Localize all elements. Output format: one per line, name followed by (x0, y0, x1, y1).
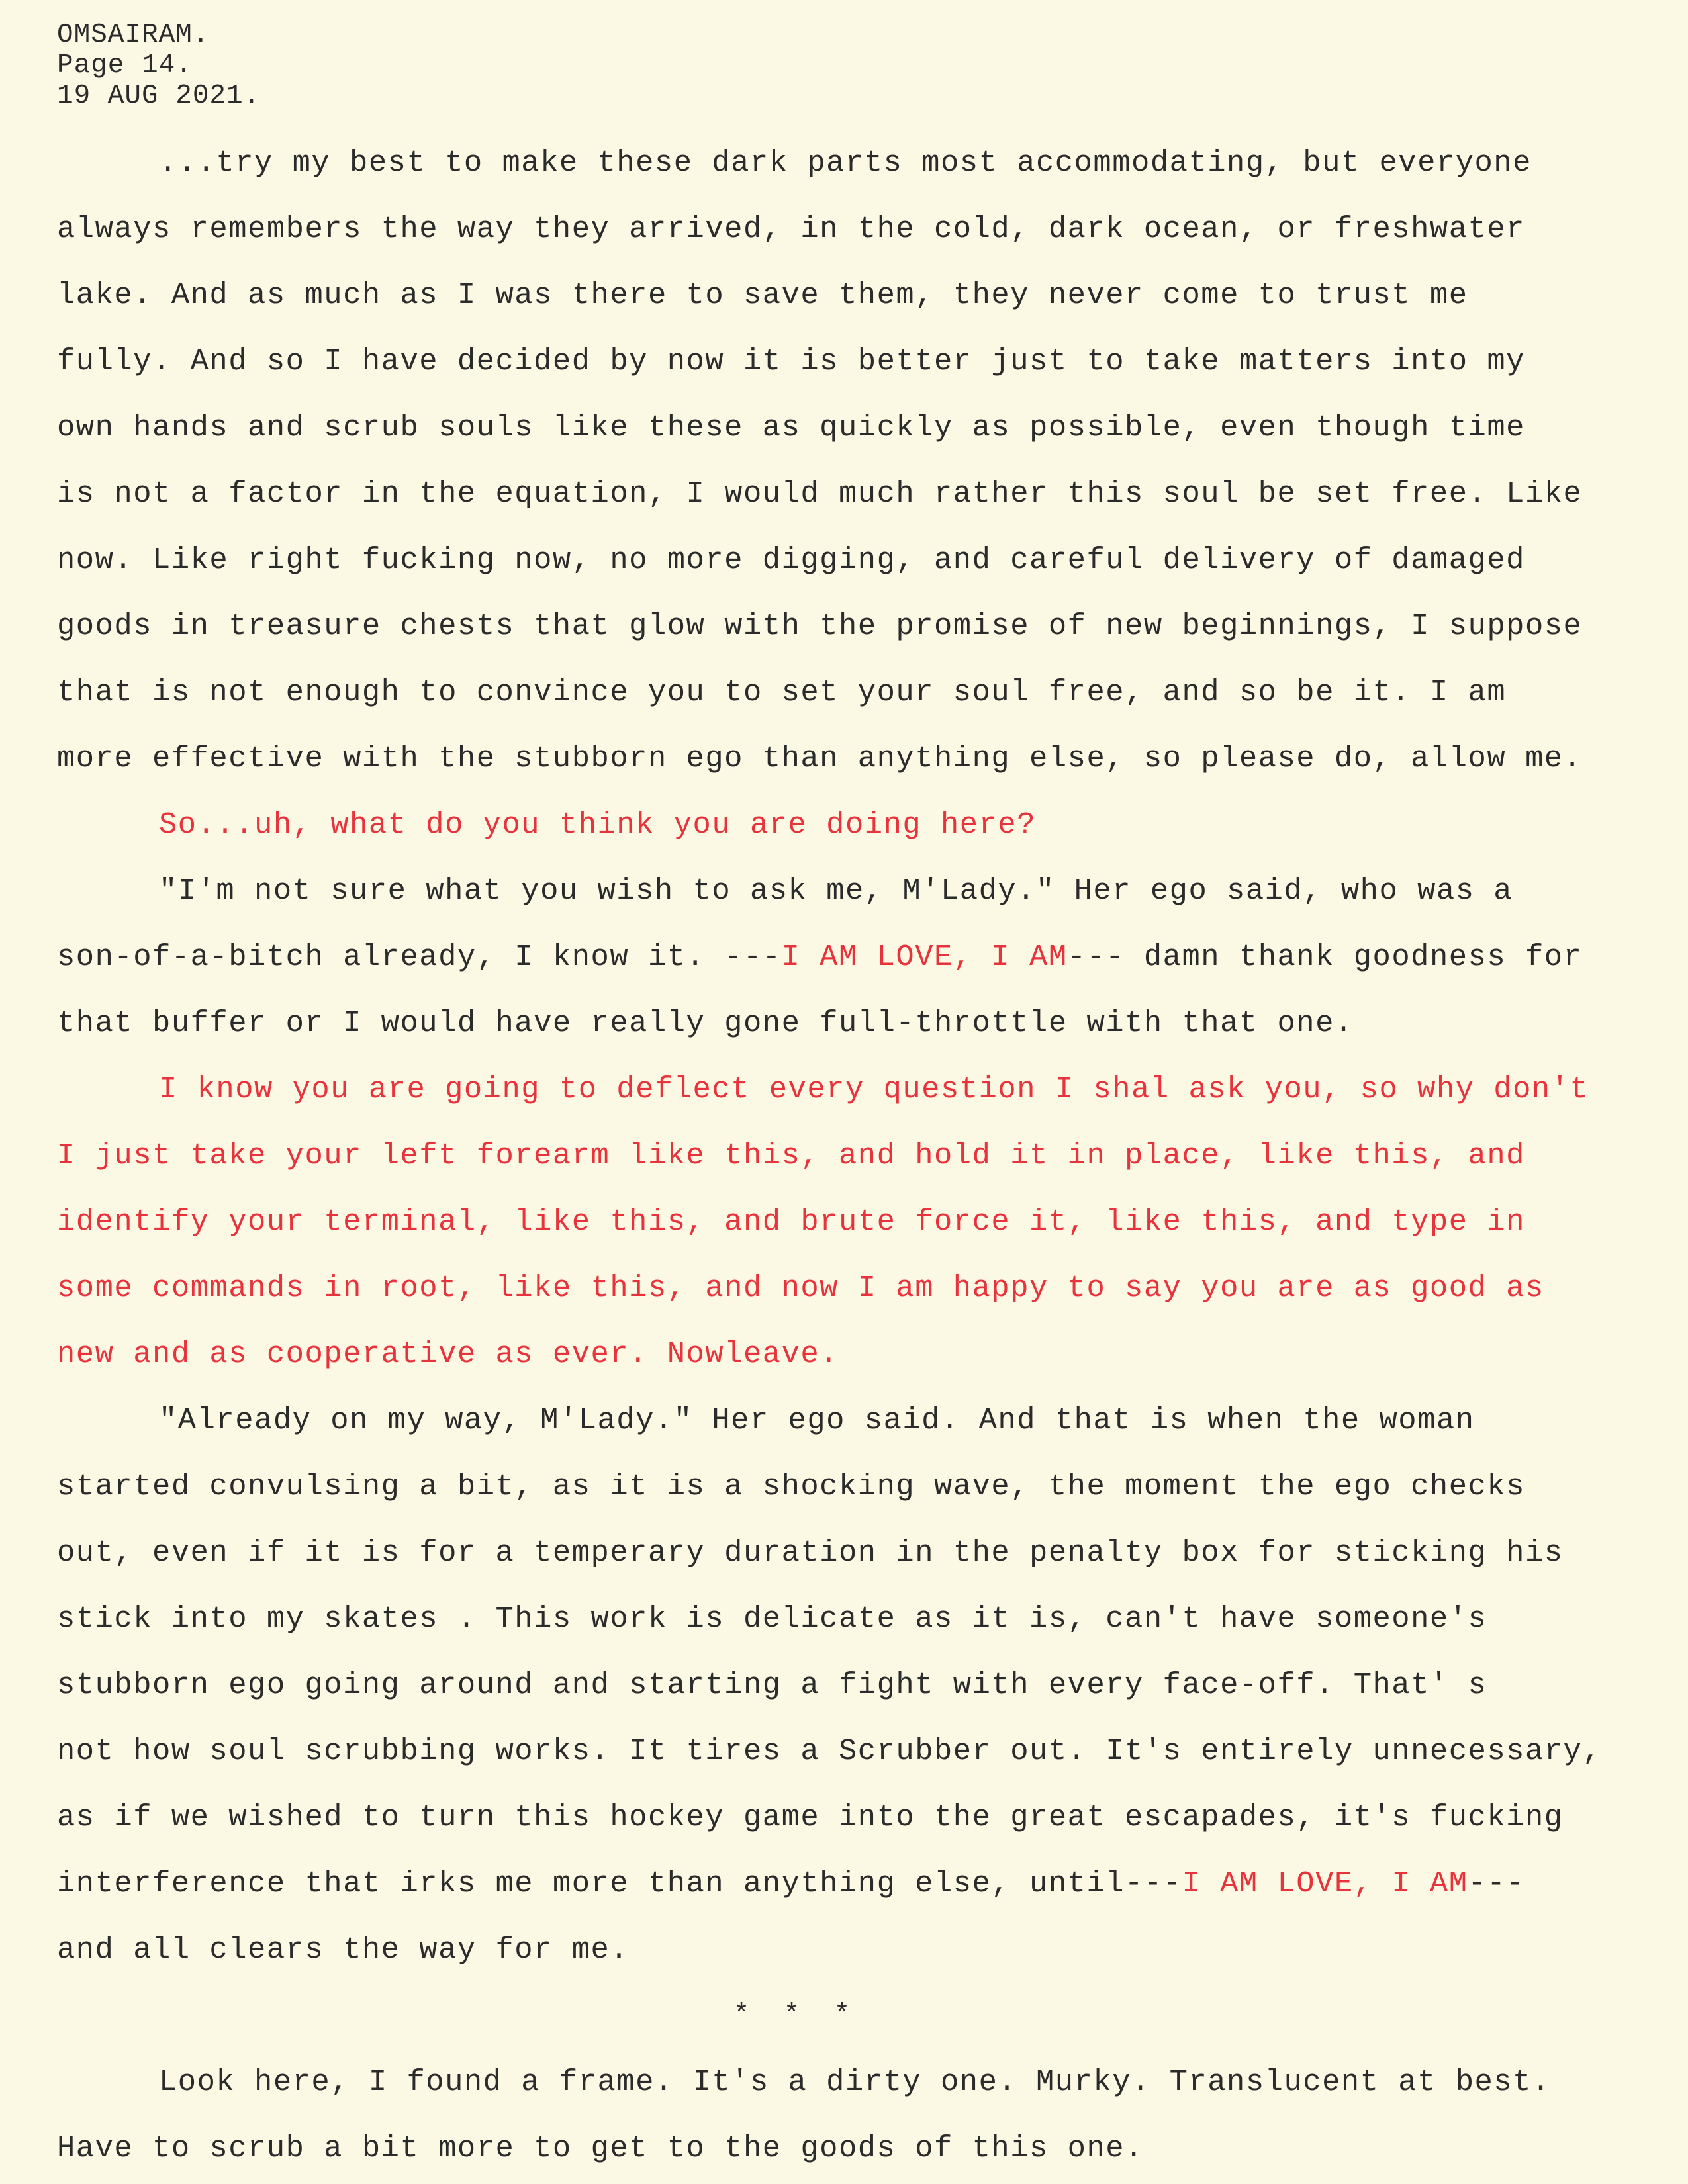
text-line (57, 540, 1525, 580)
text-line (57, 1533, 1564, 1572)
text-segment: now. Like right fucking now, no more digging, and careful delivery of damaged (57, 543, 1525, 577)
text-segment: that is not enough to convince you to set your soul free, and so be it. I am (57, 675, 1507, 709)
text-line (57, 1599, 1487, 1639)
text-line (57, 672, 1506, 712)
text-segment: lake. And as much as I was there to save them, they never come to trust me (57, 278, 1468, 312)
text-line (57, 1136, 1525, 1175)
text-line (57, 1797, 1564, 1837)
text-segment: goods in treasure chests that glow with the promise of new beginnings, I suppose (57, 609, 1583, 643)
text-segment: son-of-a-bitch already, I know it. --- (57, 940, 782, 974)
text-line (57, 606, 1582, 646)
text-segment: fully. And so I have decided by now it is better just to take matters into my (57, 344, 1525, 379)
text-line (57, 341, 1525, 381)
text-line (57, 739, 1582, 778)
text-segment: stick into my skates . This work is delicate as it is, can't have someone's (57, 1602, 1487, 1636)
text-segment: own hands and scrub souls like these as quickly as possible, even though time (57, 410, 1525, 445)
text-line (57, 209, 1525, 249)
text-segment: and all clears the way for me. (57, 1933, 630, 1967)
text-line (57, 474, 1582, 514)
text-line (57, 1268, 1544, 1308)
text-line (159, 1400, 1475, 1440)
text-line (57, 1731, 1601, 1771)
text-line (57, 1864, 1525, 1903)
text-segment: started convulsing a bit, as it is a shocking wave, the moment the ego checks (57, 1469, 1525, 1504)
text-segment: "Already on my way, M'Lady." Her ego said. And that is when the woman (159, 1403, 1475, 1437)
text-line (159, 2062, 1551, 2102)
text-segment: "I'm not sure what you wish to ask me, M'Lady." Her ego said, who was a (159, 874, 1513, 908)
text-line (159, 871, 1513, 911)
text-line (57, 937, 1582, 977)
text-segment: always remembers the way they arrived, in the cold, dark ocean, or freshwater (57, 212, 1525, 246)
text-line (159, 1069, 1589, 1109)
text-segment: as if we wished to turn this hockey game into the great escapades, it's fucking (57, 1800, 1564, 1835)
text-segment: out, even if it is for a temperary duration in the penalty box for sticking his (57, 1535, 1564, 1570)
red-text-segment: new and as cooperative as ever. Nowleave. (57, 1337, 839, 1371)
text-segment: Have to scrub a bit more to get to the goods of this one. (57, 2131, 1144, 2165)
text-segment: more effective with the stubborn ego than anything else, so please do, allow me. (57, 741, 1583, 776)
red-text-segment: I just take your left forearm like this, and hold it in place, like this, and (57, 1138, 1525, 1173)
text-line (57, 275, 1468, 315)
red-text-segment: I know you are going to deflect every question I shal ask you, so why don't (159, 1072, 1589, 1107)
text-line (57, 1334, 839, 1374)
text-segment: --- damn thank goodness for (1067, 940, 1583, 974)
text-line (57, 2128, 1144, 2168)
red-text-segment: I AM LOVE, I AM (1182, 1866, 1468, 1901)
red-text-segment: identify your terminal, like this, and brute force it, like this, and type in (57, 1205, 1525, 1239)
text-segment: not how soul scrubbing works. It tires a Scrubber out. It's entirely unnecessary, (57, 1734, 1602, 1768)
text-segment: stubborn ego going around and starting a fight with every face-off. That' s (57, 1668, 1487, 1702)
red-text-segment: I AM LOVE, I AM (781, 940, 1068, 974)
red-text-segment: some commands in root, like this, and now I am happy to say you are as good as (57, 1271, 1544, 1305)
text-line (57, 408, 1525, 447)
red-text-segment: So...uh, what do you think you are doing here? (159, 807, 1037, 842)
page-header (57, 20, 260, 111)
text-segment: Look here, I found a frame. It's a dirty one. Murky. Translucent at best. (159, 2065, 1551, 2099)
text-segment: that buffer or I would have really gone full-throttle with that one. (57, 1006, 1354, 1040)
section-separator: * * * (733, 2000, 860, 2030)
header-title: OMSAIRAM. (57, 20, 210, 50)
text-line (57, 1930, 629, 1970)
header-date: 19 AUG 2021. (57, 81, 261, 111)
text-segment: interference that irks me more than anything else, until--- (57, 1866, 1182, 1901)
text-segment: ...try my best to make these dark parts most accommodating, but everyone (159, 146, 1532, 180)
header-page-number: Page 14. (57, 50, 193, 81)
text-line (57, 1665, 1487, 1705)
text-segment: --- (1468, 1866, 1525, 1901)
text-line (159, 805, 1036, 844)
text-line (57, 1003, 1354, 1043)
text-line (159, 143, 1532, 183)
text-line (57, 1202, 1525, 1242)
text-line (57, 1467, 1525, 1506)
text-segment: is not a factor in the equation, I would much rather this soul be set free. Like (57, 477, 1583, 511)
